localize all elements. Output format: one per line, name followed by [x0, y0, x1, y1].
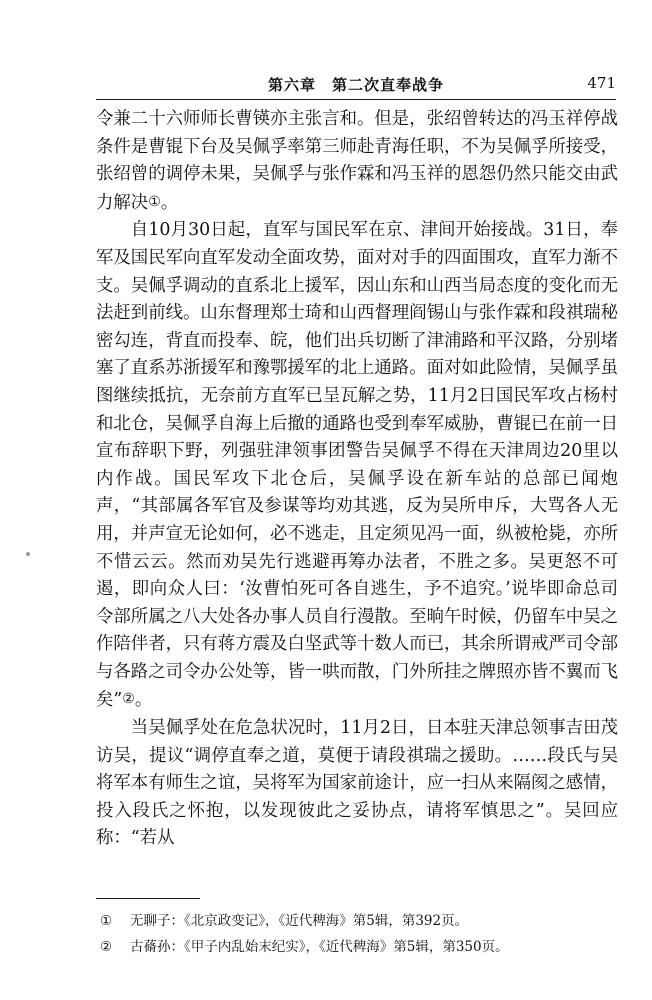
- footnote-item: [100, 934, 615, 960]
- paragraph-text: 令兼二十六师师长曹锳亦主张言和。但是，张绍曾转达的冯玉祥停战条件是曹锟下台及吴佩孚率第三师赴青海任职，不为吴佩孚所接受，张绍曾的调停未果，吴佩孚与张作霖和冯玉祥的恩怨仍然只能交由武力解决: [96, 109, 618, 213]
- footnote-marker: ①: [100, 913, 113, 929]
- chapter-title: 第六章 第二次直奉战争: [267, 76, 444, 94]
- footnote-text: 古蓨孙：《甲子内乱始末纪实》，《近代稗海》第5辑，第350页。: [130, 939, 509, 955]
- paragraph-continuation: [96, 106, 618, 217]
- footnote-reference[interactable]: ②: [122, 691, 135, 708]
- footnote-rule: [96, 898, 200, 899]
- paragraph: [96, 217, 618, 715]
- body-text: [96, 106, 618, 853]
- footnote-text: 无聊子：《北京政变记》，《近代稗海》第5辑，第392页。: [130, 913, 469, 929]
- page-number: 471: [587, 74, 616, 92]
- punctuation: 。: [134, 690, 153, 711]
- paragraph-text: 当吴佩孚处在危急状况时，11月2日，日本驻天津总领事吉田茂访吴，提议“调停直奉之道，莫便于请段祺瑞之援助。……段氏与吴将军本有师生之谊，吴将军为国家前途计，应一扫从来隔阂之感情，投入段氏之怀抱，以发现彼此之妥协点，请将军慎思之”。吴回应称：“若从: [96, 718, 618, 849]
- footnotes: [100, 908, 615, 960]
- footnote-reference[interactable]: ①: [148, 193, 161, 210]
- paragraph-text: 自10月30日起，直军与国民军在京、津间开始接战。31日，奉军及国民军向直军发动全面攻势，面对对手的四面围攻，直军力渐不支。吴佩孚调动的直系北上援军，因山东和山西当局态度的变化而无法赶到前线。山东督理郑士琦和山西督理阎锡山与张作霖和段祺瑞秘密勾连，背直而投奉、皖，他们出兵切断了津浦路和平汉路，分别堵塞了直系苏浙援军和豫鄂援军的北上通路。面对如此险情，吴佩孚虽图继续抵抗，无奈前方直军已呈瓦解之势，11月2日国民军攻占杨村和北仓，吴佩孚自海上后撤的通路也受到奉军威胁，曹锟已在前一日宣布辞职下野，列强驻津领事团警告吴佩孚不得在天津周边20里以内作战。国民军攻下北仓后，吴佩孚设在新车站的总部已闻炮声，“其部属各军官及参谋等均劝其逃，反为吴所申斥，大骂各人无用，并声宣无论如何，必不逃走，且定须见冯一面，纵被枪毙，亦所不惜云云。然而劝吴先行逃避再筹办法者，不胜之多。吴更怒不可遏，即向众人曰：‘汝曹怕死可各自逃生，予不追究。’说毕即命总司令部所属之八大处各办事人员自行漫散。至晌午时候，仍留车中吴之作陪伴者，只有蒋方震及白坚武等十数人而已，其余所谓戒严司令部与各路之司令办公处等，皆一哄而散，门外所挂之牌照亦皆不翼而飞矣”: [96, 220, 618, 711]
- footnote-marker: ②: [100, 939, 113, 955]
- running-header: [96, 72, 616, 100]
- margin-speck: [26, 552, 30, 556]
- header-rule: [96, 99, 616, 100]
- paragraph: [96, 715, 618, 853]
- footnote-item: [100, 908, 615, 934]
- punctuation: 。: [160, 192, 179, 213]
